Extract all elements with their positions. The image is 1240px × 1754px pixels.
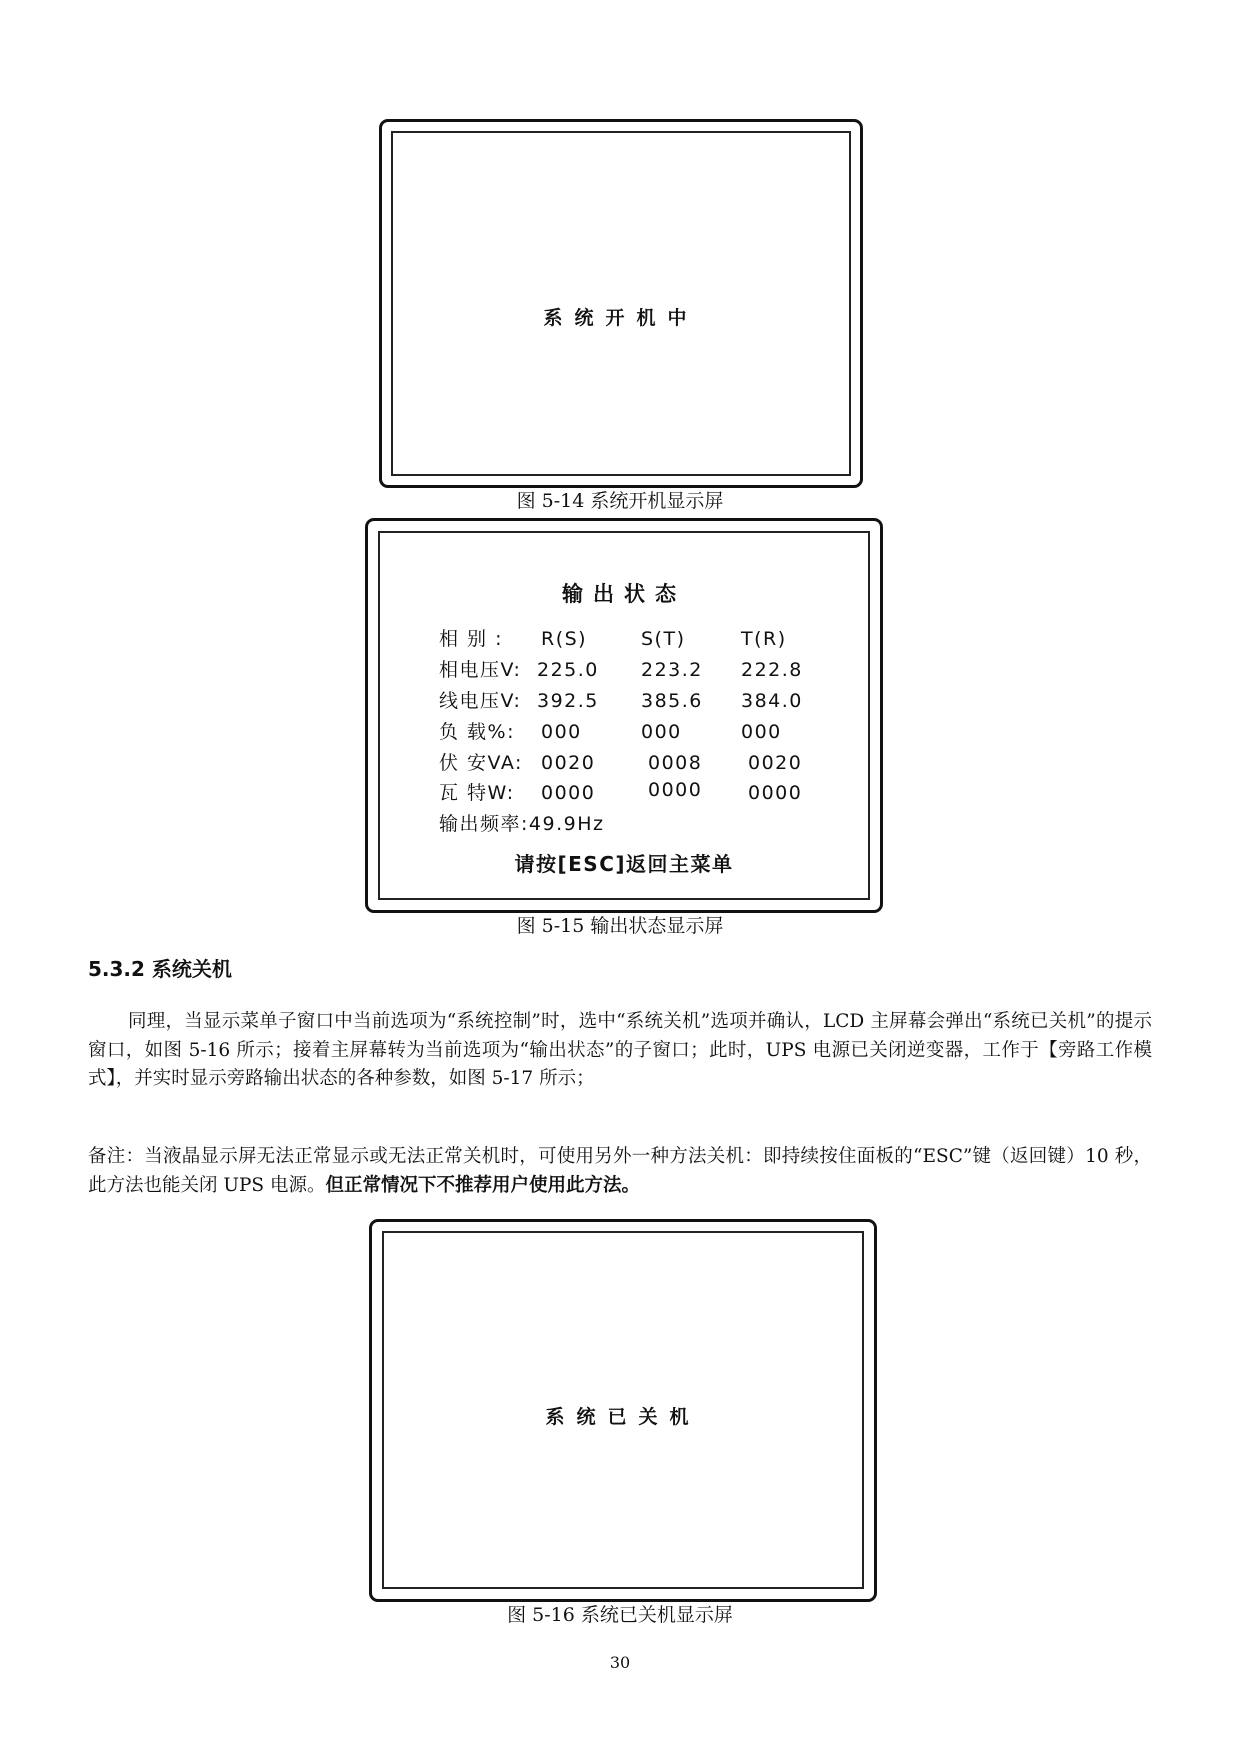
phase-s-value: S(T) xyxy=(641,628,686,650)
active-power-label: 瓦 特W: xyxy=(439,782,515,804)
active-power-row xyxy=(380,779,868,807)
load-t-value: 000 xyxy=(741,721,782,743)
figure-caption-5-15: 图 5-15 输出状态显示屏 xyxy=(516,915,724,937)
startup-screen-text: 系统开机中 xyxy=(543,307,699,329)
phase-r-value: R(S) xyxy=(541,628,588,650)
load-r-value: 000 xyxy=(541,721,582,743)
shutdown-description-paragraph: 同理，当显示菜单子窗口中当前选项为“系统控制”时，选中“系统关机”选项并确认，LCD 主屏幕会弹出“系统已关机”的提示窗口，如图 5-16 所示；接着主屏幕转为当前选项为“输出状态”的子窗口；此时，UPS 电源已关闭逆变器，工作于【旁路工作模式】，并实时显示旁路输出状态的各种参数，如图 5-17 所示； xyxy=(88,1011,1152,1089)
phase-label: 相 别 : xyxy=(439,628,503,650)
phase-voltage-row xyxy=(380,656,868,684)
apparent-power-row xyxy=(380,749,868,777)
active-power-r-value: 0000 xyxy=(541,782,596,804)
figure-caption-5-14: 图 5-14 系统开机显示屏 xyxy=(516,490,724,512)
remark-text: 备注：当液晶显示屏无法正常显示或无法正常关机时，可使用另外一种方法关机：即持续按住面板的“ESC”键（返回键）10 秒，此方法也能关闭 UPS 电源。 xyxy=(88,1146,1152,1196)
remark-paragraph xyxy=(88,1143,1152,1200)
startup-lcd-frame xyxy=(379,119,863,488)
active-power-s-value: 0000 xyxy=(648,779,703,801)
shutdown-lcd-frame xyxy=(369,1219,877,1602)
apparent-power-r-value: 0020 xyxy=(541,752,596,774)
line-voltage-row xyxy=(380,687,868,715)
apparent-power-s-value: 0008 xyxy=(648,752,703,774)
section-heading: 5.3.2 系统关机 xyxy=(88,957,232,981)
load-row xyxy=(380,718,868,746)
output-status-title: 输出状态 xyxy=(562,582,686,606)
output-status-lcd-frame xyxy=(365,518,883,913)
output-frequency: 输出频率:49.9Hz xyxy=(439,813,605,835)
phase-voltage-label: 相电压V: xyxy=(439,659,522,681)
shutdown-screen-text: 系统已关机 xyxy=(545,1406,701,1428)
active-power-t-value: 0000 xyxy=(748,782,803,804)
phase-row xyxy=(380,625,868,653)
shutdown-lcd-screen xyxy=(382,1231,864,1589)
esc-return-hint: 请按[ESC]返回主菜单 xyxy=(514,852,734,876)
startup-lcd-screen xyxy=(391,131,851,476)
figure-caption-5-16: 图 5-16 系统已关机显示屏 xyxy=(507,1604,733,1626)
line-voltage-label: 线电压V: xyxy=(439,690,522,712)
phase-voltage-r-value: 225.0 xyxy=(537,659,599,681)
line-voltage-t-value: 384.0 xyxy=(741,690,803,712)
remark-warning: 但正常情况下不推荐用户使用此方法。 xyxy=(325,1174,640,1196)
line-voltage-s-value: 385.6 xyxy=(641,690,703,712)
output-status-lcd-screen xyxy=(378,531,870,900)
load-label: 负 载%: xyxy=(439,721,515,743)
apparent-power-t-value: 0020 xyxy=(748,752,803,774)
apparent-power-label: 伏 安VA: xyxy=(439,752,523,774)
line-voltage-r-value: 392.5 xyxy=(537,690,599,712)
frequency-row xyxy=(380,810,868,838)
page-number: 30 xyxy=(609,1653,631,1672)
phase-voltage-s-value: 223.2 xyxy=(641,659,703,681)
phase-voltage-t-value: 222.8 xyxy=(741,659,803,681)
load-s-value: 000 xyxy=(641,721,682,743)
phase-t-value: T(R) xyxy=(741,628,787,650)
